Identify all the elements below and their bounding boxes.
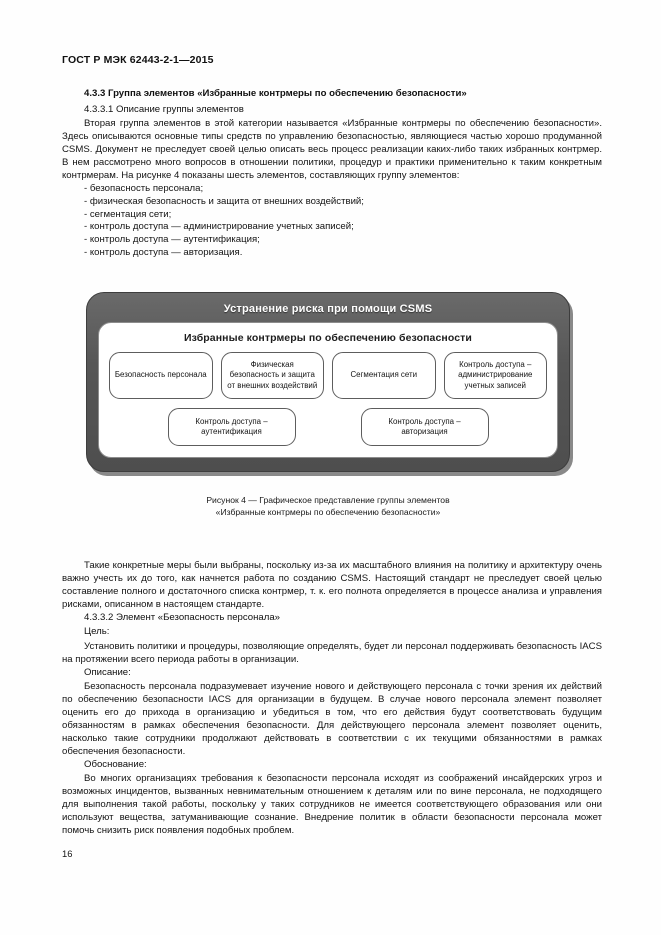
diagram-outer-title: Устранение риска при помощи CSMS [223, 303, 433, 315]
list-item: - безопасность персонала; [84, 182, 204, 194]
diagram-node-row-2 [109, 408, 547, 446]
section-upper-content [62, 88, 602, 260]
diagram-node-physical-security: Физическая безопасность и защита от внешних воздействий [221, 352, 325, 399]
figure-4 [86, 292, 570, 519]
diagram-node-account-administration: Контроль доступа – администрирование учетных записей [444, 352, 548, 399]
label-goal: Цель: [84, 626, 110, 638]
paragraph-rationale: Во многих организациях требования к безопасности персонала исходят из соображений инсайдерских угроз и возможных инцидентов, вызванных невнимательным отношением к деталям или по вине персонала, не подходящего для выполнения такой работы, поскольку у таких сотрудников не имеется соответствующего образования или они используют вещества, затуманивающие сознание. Внедрение политик в области безопасности персонала может помочь снизить риск появления подобных проблем. [62, 773, 602, 836]
section-heading: 4.3.3 Группа элементов «Избранные контрмеры по обеспечению безопасности» [84, 88, 467, 99]
diagram-node-personnel-security: Безопасность персонала [109, 352, 213, 399]
list-item: - контроль доступа — аутентификация; [84, 234, 260, 246]
diagram-inner-panel [98, 322, 558, 458]
element-list [62, 183, 602, 260]
element-subheading: 4.3.3.2 Элемент «Безопасность персонала» [84, 611, 281, 623]
label-description: Описание: [84, 666, 131, 678]
paragraph-description: Безопасность персонала подразумевает изучение нового и действующего персонала с точки зрения их действий по обеспечению безопасности IACS для организации в будущем. В случае нового персонала элемент позволяет оценить его до прихода в организацию и убедиться в том, что его действия будут соответствовать будущим обязанностям в рамках обеспечения безопасности. Для действующего персонала элемент позволяет оценить, насколько такие сотрудники продолжают действовать в соответствии с их текущими обязанностями в рамках обеспечения безопасности. [62, 681, 602, 757]
list-item: - физическая безопасность и защита от внешних воздействий; [84, 195, 364, 207]
figure-caption-line-2: «Избранные контрмеры по обеспечению безопасности» [215, 507, 441, 518]
running-header-standard-id: ГОСТ Р МЭК 62443-2-1—2015 [62, 54, 214, 66]
list-item: - сегментация сети; [84, 208, 172, 220]
label-rationale: Обоснование: [84, 758, 147, 770]
diagram-node-authentication: Контроль доступа – аутентификация [168, 408, 296, 446]
diagram-outer-frame [86, 292, 570, 472]
section-lower-content [62, 560, 602, 838]
diagram-node-network-segmentation: Сегментация сети [332, 352, 436, 399]
section-subheading: 4.3.3.1 Описание группы элементов [84, 103, 244, 115]
list-item: - контроль доступа — авторизация. [84, 247, 243, 259]
figure-caption-line-1: Рисунок 4 — Графическое представление группы элементов [206, 495, 450, 505]
paragraph-goal: Установить политики и процедуры, позволяющие определять, будет ли персонал поддерживать безопасность IACS на протяжении всего периода работы в организации. [62, 640, 602, 665]
diagram-node-authorization: Контроль доступа – авторизация [361, 408, 489, 446]
paragraph-measures: Такие конкретные меры были выбраны, поскольку из-за их масштабного влияния на политику и архитектуру очень важно учесть их до того, как начнется работа по созданию CSMS. Настоящий стандарт не преследует своей целью составление полного и достаточного списка контрмер, т. к. его полнота определяется в процессе анализа и управления рисками, описанном в настоящем стандарте. [62, 560, 602, 610]
diagram-inner-title: Избранные контрмеры по обеспечению безопасности [184, 332, 472, 344]
list-item: - контроль доступа — администрирование учетных записей; [84, 221, 354, 233]
intro-paragraph: Вторая группа элементов в этой категории называется «Избранные контрмеры по обеспечению безопасности». Здесь описываются основные типы средств по управлению безопасностью, являющиеся частью хорошо продуманной CSMS. Документ не преследует своей целью описать весь процесс реализации каких-либо таких избранных контрмер. В нем рассмотрено много вопросов в отношении политики, процедур и практики применительно к таким конкретным контрмерам. На рисунке 4 показаны шесть элементов, составляющих группу элементов: [62, 118, 602, 181]
figure-caption [86, 494, 570, 519]
page-number: 16 [62, 848, 73, 859]
diagram-node-row-1 [109, 352, 547, 399]
